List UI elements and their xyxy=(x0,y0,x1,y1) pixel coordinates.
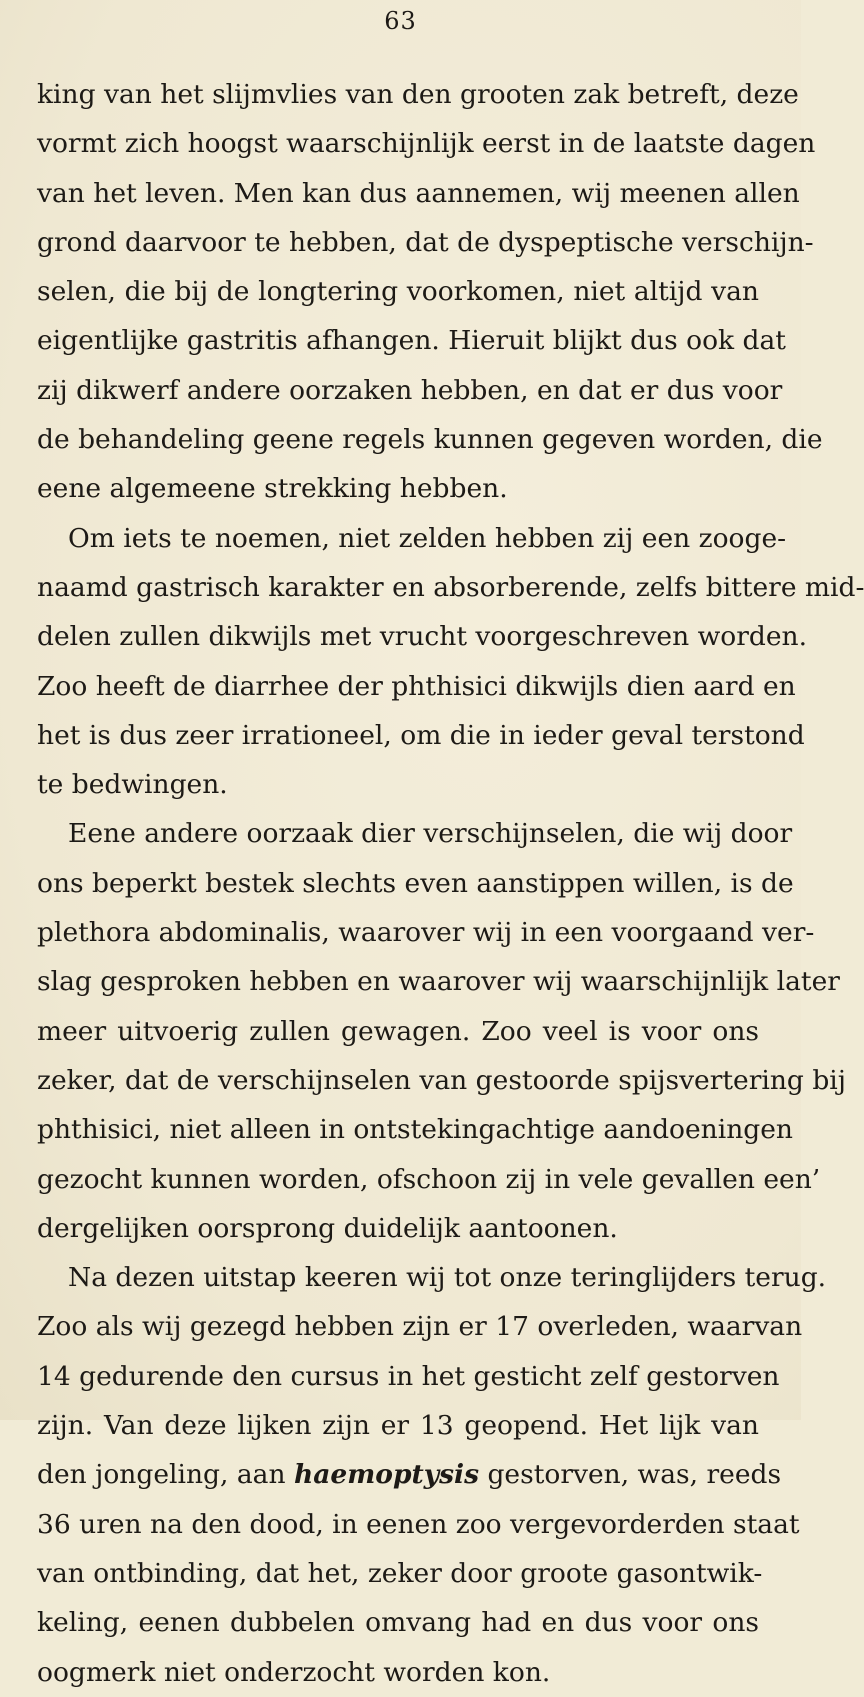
text-line: naamd gastrisch karakter en absorberende, zelfs bittere mid- xyxy=(37,571,864,603)
italic-term: haemoptysis xyxy=(293,1459,480,1491)
paragraph-end-line: dergelijken oorsprong duidelijk aantoonen. xyxy=(37,1212,618,1244)
text-line: meer uitvoerig zullen gewagen. Zoo veel is voor ons xyxy=(37,1015,759,1047)
text-line: plethora abdominalis, waarover wij in een voorgaand ver- xyxy=(37,917,815,949)
text-line: king van het slijmvlies van den grooten zak betreft, deze xyxy=(37,79,799,110)
paragraph-start-line: Na dezen uitstap keeren wij tot onze teringlijders terug. xyxy=(68,1262,827,1294)
text-line: Zoo heeft de diarrhee der phthisici dikwijls dien aard en xyxy=(37,670,796,702)
text-line: vormt zich hoogst waarschijnlijk eerst in de laatste dagen xyxy=(37,128,816,160)
paragraph-end-line: te bedwingen. xyxy=(37,769,228,801)
text-segment: gestorven, was, reeds xyxy=(479,1459,782,1491)
text-line: zij dikwerf andere oorzaken hebben, en dat er dus voor xyxy=(37,374,783,406)
text-line: van het leven. Men kan dus aannemen, wij meenen allen xyxy=(37,177,800,209)
text-line: ons beperkt bestek slechts even aanstippen willen, is de xyxy=(37,867,794,899)
paragraph-end-line: oogmerk niet onderzocht worden kon. xyxy=(37,1656,551,1688)
text-line: eigentlijke gastritis afhangen. Hieruit blijkt dus ook dat xyxy=(37,325,786,357)
page-number: 63 xyxy=(384,7,417,35)
paragraph-start-line: Om iets te noemen, niet zelden hebben zij een zooge- xyxy=(68,522,787,554)
text-line: selen, die bij de longtering voorkomen, niet altijd van xyxy=(37,276,759,308)
text-line: zeker, dat de verschijnselen van gestoorde spijsvertering bij xyxy=(37,1064,846,1096)
text-line: keling, eenen dubbelen omvang had en dus voor ons xyxy=(37,1607,759,1639)
text-line: van ontbinding, dat het, zeker door groote gasontwik- xyxy=(37,1557,763,1589)
text-line: gezocht kunnen worden, ofschoon zij in vele gevallen een’ xyxy=(37,1163,821,1195)
text-line: de behandeling geene regels kunnen gegeven worden, die xyxy=(37,424,823,456)
paragraph-end-line: eene algemeene strekking hebben. xyxy=(37,473,508,505)
text-line: Zoo als wij gezegd hebben zijn er 17 overleden, waarvan xyxy=(37,1311,803,1343)
text-line-with-italic xyxy=(37,1450,782,1499)
text-line: 36 uren na den dood, in eenen zoo vergevorderden staat xyxy=(37,1508,800,1540)
text-line: 14 gedurende den cursus in het gesticht zelf gestorven xyxy=(37,1360,780,1392)
text-line: slag gesproken hebben en waarover wij waarschijnlijk later xyxy=(37,966,840,998)
paragraph-start-line: Eene andere oorzaak dier verschijnselen, die wij door xyxy=(68,818,793,850)
text-line: grond daarvoor te hebben, dat de dyspeptische verschijn- xyxy=(37,226,814,258)
text-line: phthisici, niet alleen in ontstekingachtige aandoeningen xyxy=(37,1114,793,1146)
body-text xyxy=(37,70,864,1697)
text-segment: den jongeling, aan xyxy=(37,1459,294,1491)
text-line: delen zullen dikwijls met vrucht voorgeschreven worden. xyxy=(37,621,808,653)
text-line: zijn. Van deze lijken zijn er 13 geopend. Het lijk van xyxy=(37,1410,759,1442)
text-line: het is dus zeer irrationeel, om die in ieder geval terstond xyxy=(37,719,805,751)
